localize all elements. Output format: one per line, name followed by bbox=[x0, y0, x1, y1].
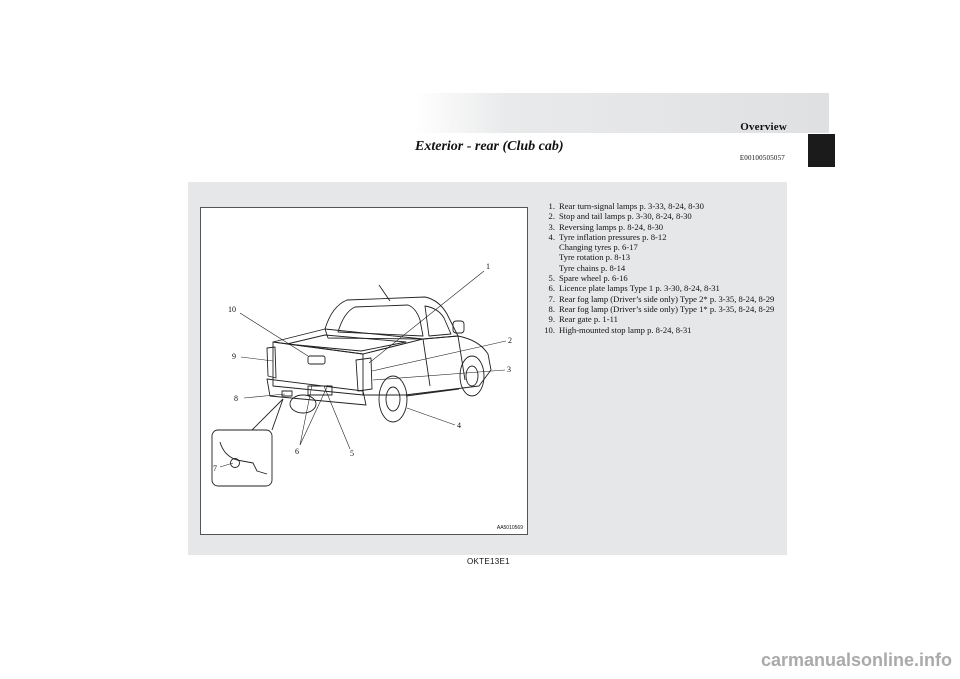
item-subtext: Changing tyres p. 6-17 bbox=[559, 242, 638, 253]
fog-lamp bbox=[282, 391, 292, 396]
callout-9: 9 bbox=[232, 352, 236, 361]
callout-3: 3 bbox=[507, 365, 511, 374]
callout-1: 1 bbox=[486, 262, 490, 271]
callout-8: 8 bbox=[234, 394, 238, 403]
footer-code: OKTE13E1 bbox=[467, 557, 510, 566]
item-subtext: Tyre chains p. 8-14 bbox=[559, 262, 626, 273]
section-label: Overview bbox=[740, 121, 787, 133]
bed-inner bbox=[287, 335, 406, 351]
item-text: Rear fog lamp (Driver’s side only) Type 2* p. 3-35, 8-24, 8-29 bbox=[559, 293, 775, 304]
callout-6: 6 bbox=[295, 447, 299, 456]
item-text: Rear fog lamp (Driver’s side only) Type 1* p. 3-35, 8-24, 8-29 bbox=[559, 303, 775, 314]
item-text: Tyre inflation pressures p. 8-12 bbox=[559, 231, 667, 242]
item-text: High-mounted stop lamp p. 8-24, 8-31 bbox=[559, 324, 692, 335]
leader-6a bbox=[300, 385, 312, 445]
rear-lamp-right bbox=[356, 358, 372, 391]
item-number: 3. bbox=[548, 221, 555, 232]
item-number: 1. bbox=[548, 201, 555, 211]
leader-4 bbox=[407, 408, 455, 425]
item-text: Reversing lamps p. 8-24, 8-30 bbox=[559, 221, 664, 232]
callout-10: 10 bbox=[228, 305, 236, 314]
leader-2 bbox=[372, 341, 506, 371]
side-step bbox=[406, 389, 459, 396]
item-text: Licence plate lamps Type 1 p. 3-30, 8-24, 8-31 bbox=[559, 283, 720, 294]
rear-wheel bbox=[379, 376, 407, 422]
side-mirror bbox=[453, 321, 464, 333]
item-subtext: Tyre rotation p. 8-13 bbox=[559, 252, 630, 263]
list-item bbox=[540, 273, 780, 283]
list-item bbox=[540, 222, 780, 232]
pickup-truck-illustration bbox=[201, 208, 527, 534]
door-line-front bbox=[423, 339, 430, 386]
item-text: Rear turn-signal lamps p. 3-33, 8-24, 8-30 bbox=[559, 201, 704, 211]
list-item bbox=[540, 211, 780, 221]
rear-lamp-left bbox=[267, 347, 276, 378]
spare-wheel bbox=[290, 395, 316, 413]
item-number: 2. bbox=[548, 211, 555, 222]
item-number: 8. bbox=[548, 303, 555, 314]
list-item bbox=[540, 294, 780, 304]
section-tab bbox=[808, 134, 835, 167]
item-number: 4. bbox=[548, 231, 555, 242]
inset-bumper-curve bbox=[220, 442, 267, 474]
leader-9 bbox=[241, 357, 273, 361]
side-window bbox=[425, 306, 451, 336]
vehicle-rear-figure bbox=[200, 207, 528, 535]
leader-3 bbox=[373, 370, 505, 380]
list-item bbox=[540, 283, 780, 293]
item-text: Spare wheel p. 6-16 bbox=[559, 273, 628, 284]
callout-2: 2 bbox=[508, 336, 512, 345]
fog-lamp-inset bbox=[212, 430, 272, 486]
leader-6b bbox=[300, 385, 328, 445]
inset-pointer-2 bbox=[252, 399, 283, 430]
callout-7: 7 bbox=[213, 464, 217, 473]
page-title: Exterior - rear (Club cab) bbox=[415, 139, 564, 154]
leader-10 bbox=[240, 313, 308, 356]
callout-4: 4 bbox=[457, 421, 461, 430]
component-list bbox=[540, 201, 780, 335]
list-item bbox=[540, 314, 780, 324]
figure-code: AA5010569 bbox=[496, 525, 523, 531]
item-text: Rear gate p. 1-11 bbox=[559, 314, 618, 325]
item-number: 6. bbox=[548, 283, 555, 294]
list-item bbox=[540, 304, 780, 314]
inset-pointer-1 bbox=[272, 399, 283, 430]
item-text: Stop and tail lamps p. 3-30, 8-24, 8-30 bbox=[559, 211, 692, 222]
leader-1 bbox=[369, 271, 484, 363]
item-number: 10. bbox=[544, 324, 555, 335]
rear-wheel-hub bbox=[386, 387, 400, 411]
list-item bbox=[540, 325, 780, 335]
front-wheel-hub bbox=[466, 366, 478, 386]
list-item bbox=[540, 232, 780, 273]
callout-5: 5 bbox=[350, 449, 354, 458]
leader-8 bbox=[244, 394, 285, 398]
document-code: E00100505057 bbox=[739, 154, 785, 162]
front-wheel bbox=[460, 356, 484, 396]
item-number: 5. bbox=[548, 273, 555, 284]
leader-5 bbox=[324, 386, 350, 449]
item-number: 9. bbox=[548, 314, 555, 325]
item-number: 7. bbox=[548, 293, 555, 304]
watermark: carmanualsonline.info bbox=[760, 650, 952, 670]
list-item bbox=[540, 201, 780, 211]
tailgate-handle bbox=[308, 356, 325, 364]
inset-fog-lamp bbox=[231, 459, 240, 468]
